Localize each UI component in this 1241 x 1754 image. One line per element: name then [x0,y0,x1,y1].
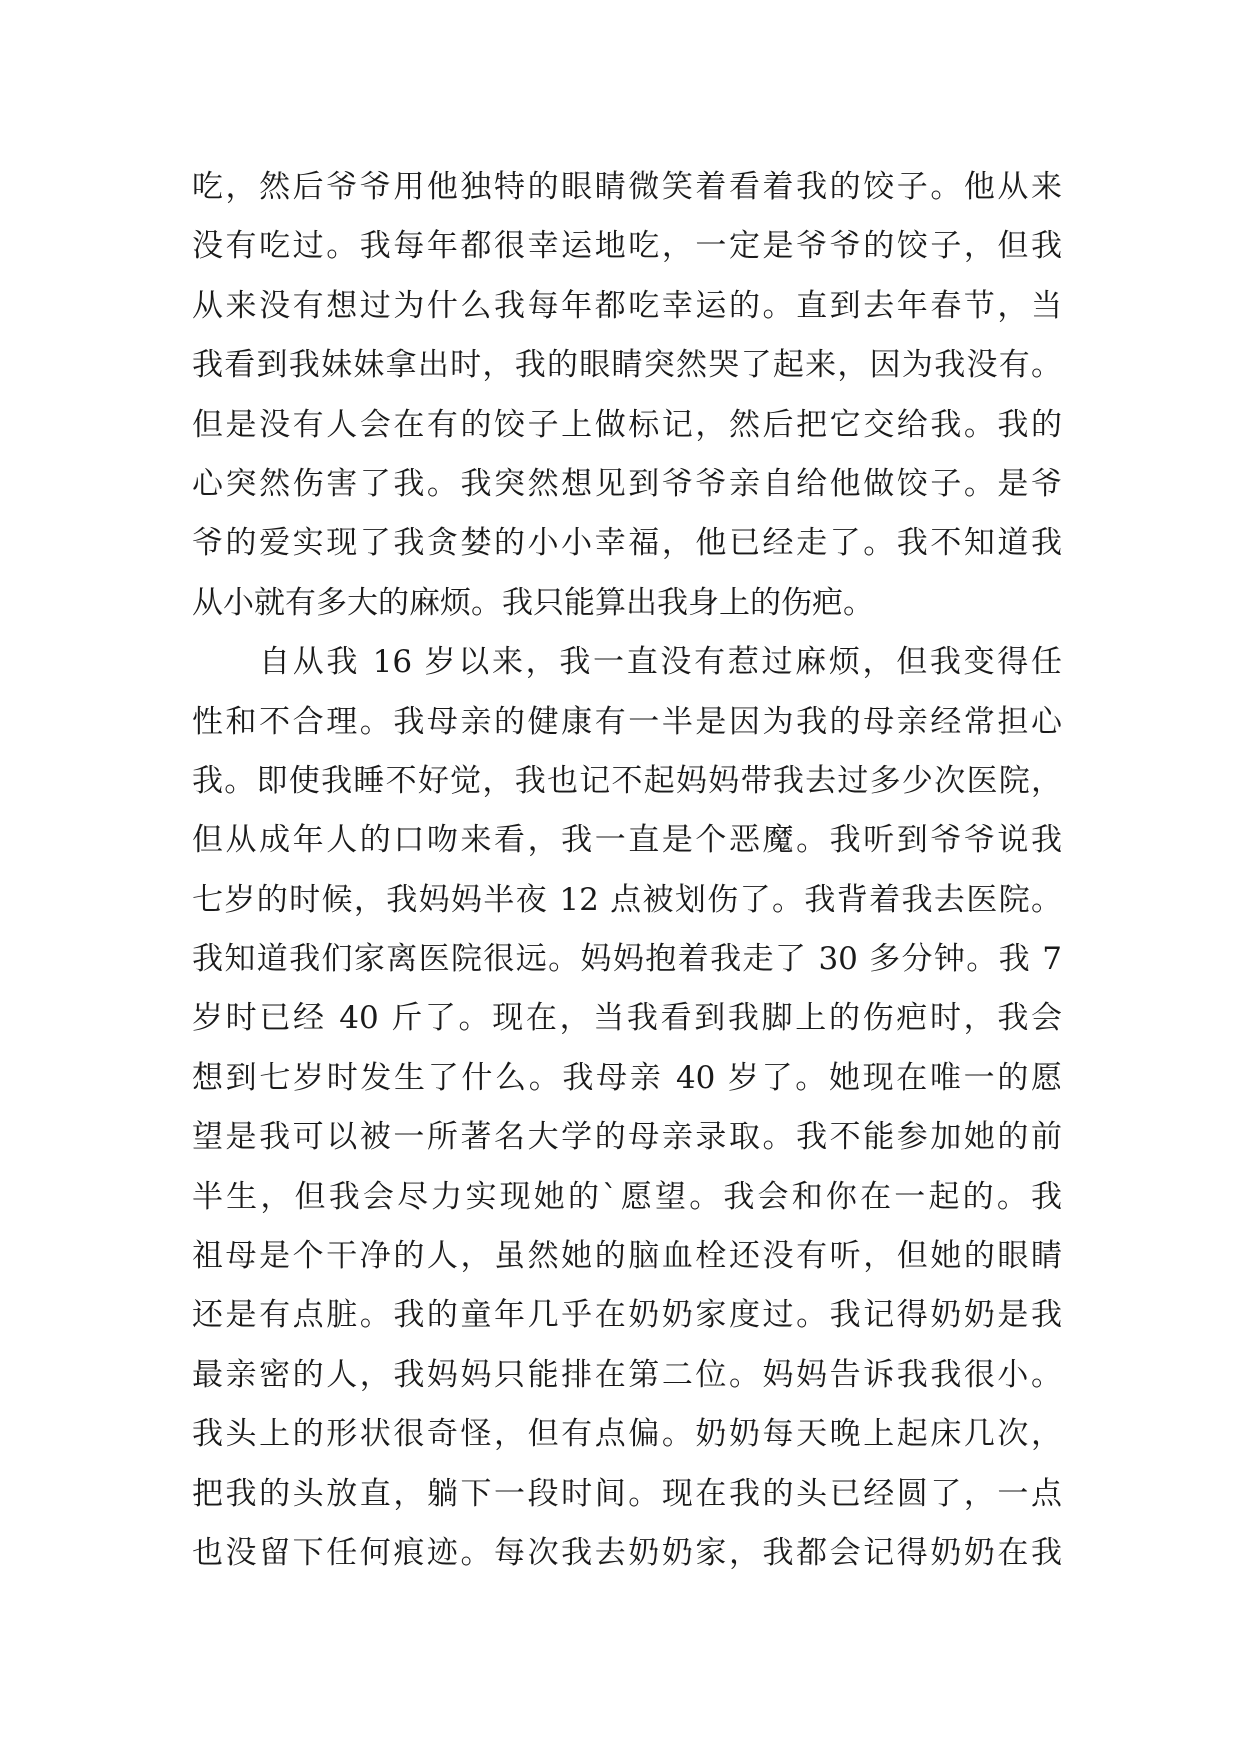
text-line: 最亲密的人，我妈妈只能排在第二位。妈妈告诉我我很小。 [192,1356,1062,1393]
text-line: 吃，然后爷爷用他独特的眼睛微笑着看着我的饺子。他从来 [192,169,1062,205]
text-line: 我看到我妹妹拿出时，我的眼睛突然哭了起来，因为我没有。 [192,347,1062,384]
text-line: 从来没有想过为什么我每年都吃幸运的。直到去年春节，当 [192,287,1062,324]
text-line: 祖母是个干净的人，虽然她的脑血栓还没有听，但她的眼睛 [192,1238,1062,1275]
text-line: 我。即使我睡不好觉，我也记不起妈妈带我去过多少次医院， [192,762,1062,799]
text-line: 从小就有多大的麻烦。我只能算出我身上的伤疤。 [192,584,874,621]
text-line: 还是有点脏。我的童年几乎在奶奶家度过。我记得奶奶是我 [192,1297,1062,1334]
text-line: 七岁的时候，我妈妈半夜 12 点被划伤了。我背着我去医院。 [192,881,1062,918]
text-line: 把我的头放直，躺下一段时间。现在我的头已经圆了，一点 [192,1475,1062,1512]
text-line: 自从我 16 岁以来，我一直没有惹过麻烦，但我变得任 [259,644,1062,681]
text-line: 望是我可以被一所著名大学的母亲录取。我不能参加她的前 [192,1119,1062,1156]
text-line: 我知道我们家离医院很远。妈妈抱着我走了 30 多分钟。我 7 [192,941,1062,978]
text-line: 想到七岁时发生了什么。我母亲 40 岁了。她现在唯一的愿 [192,1059,1062,1096]
text-line: 心突然伤害了我。我突然想见到爷爷亲自给他做饺子。是爷 [192,465,1062,502]
text-line: 但是没有人会在有的饺子上做标记，然后把它交给我。我的 [192,406,1062,443]
text-line: 岁时已经 40 斤了。现在，当我看到我脚上的伤疤时，我会 [192,1000,1062,1037]
text-line: 我头上的形状很奇怪，但有点偏。奶奶每天晚上起床几次， [192,1416,1062,1453]
text-line: 性和不合理。我母亲的健康有一半是因为我的母亲经常担心 [192,703,1062,740]
text-line: 半生，但我会尽力实现她的`愿望。我会和你在一起的。我 [192,1178,1062,1215]
body-text [192,158,1062,1583]
paragraph-1 [192,158,1062,633]
text-line: 没有吃过。我每年都很幸运地吃，一定是爷爷的饺子，但我 [192,228,1062,265]
text-line: 但从成年人的口吻来看，我一直是个恶魔。我听到爷爷说我 [192,822,1062,859]
paragraph-2 [192,633,1062,1583]
text-line: 也没留下任何痕迹。每次我去奶奶家，我都会记得奶奶在我 [192,1534,1062,1571]
text-line: 爷的爱实现了我贪婪的小小幸福，他已经走了。我不知道我 [192,525,1062,562]
